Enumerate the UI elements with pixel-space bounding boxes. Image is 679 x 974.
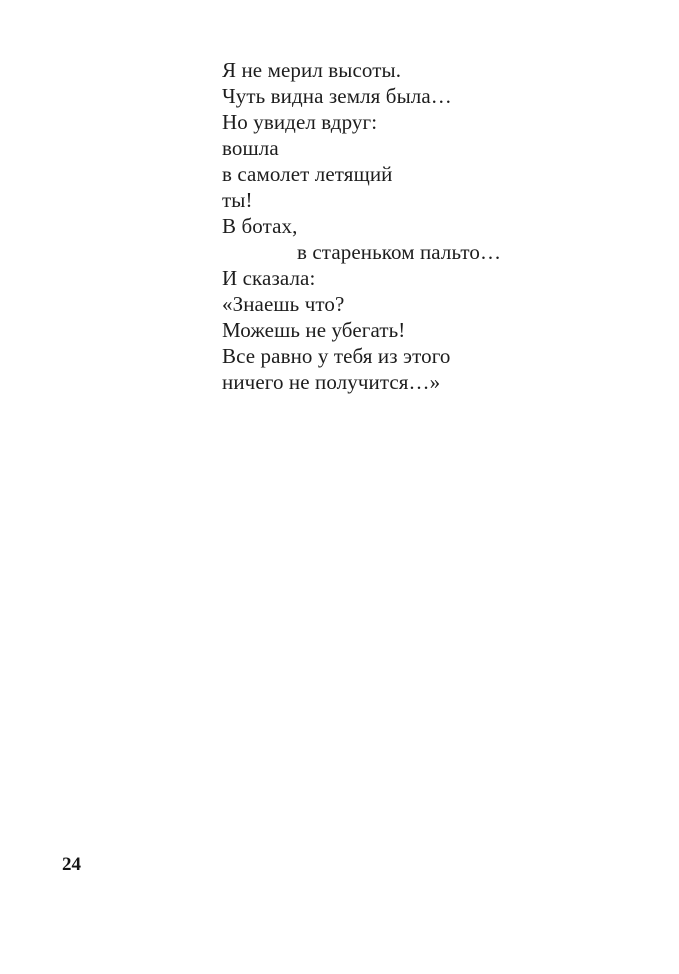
poem-line: И сказала:: [222, 266, 316, 290]
poem-line: В ботах,: [222, 214, 298, 238]
poem-line: ты!: [222, 188, 253, 212]
poem-line: Можешь не убегать!: [222, 318, 406, 342]
page-number: 24: [62, 854, 81, 875]
poem-line: в самолет летящий: [222, 162, 393, 186]
poem-line-indented: в стареньком пальто…: [297, 240, 502, 264]
poem-text-block: [222, 57, 642, 395]
poem-line: Все равно у тебя из этого: [222, 344, 451, 368]
poem-line: вошла: [222, 136, 279, 160]
poem-line: Но увидел вдруг:: [222, 110, 378, 134]
poem-line: ничего не получится…»: [222, 370, 441, 394]
poem-line: Я не мерил высоты.: [222, 58, 402, 82]
poem-line: «Знаешь что?: [222, 292, 345, 316]
poem-line: Чуть видна земля была…: [222, 84, 452, 108]
